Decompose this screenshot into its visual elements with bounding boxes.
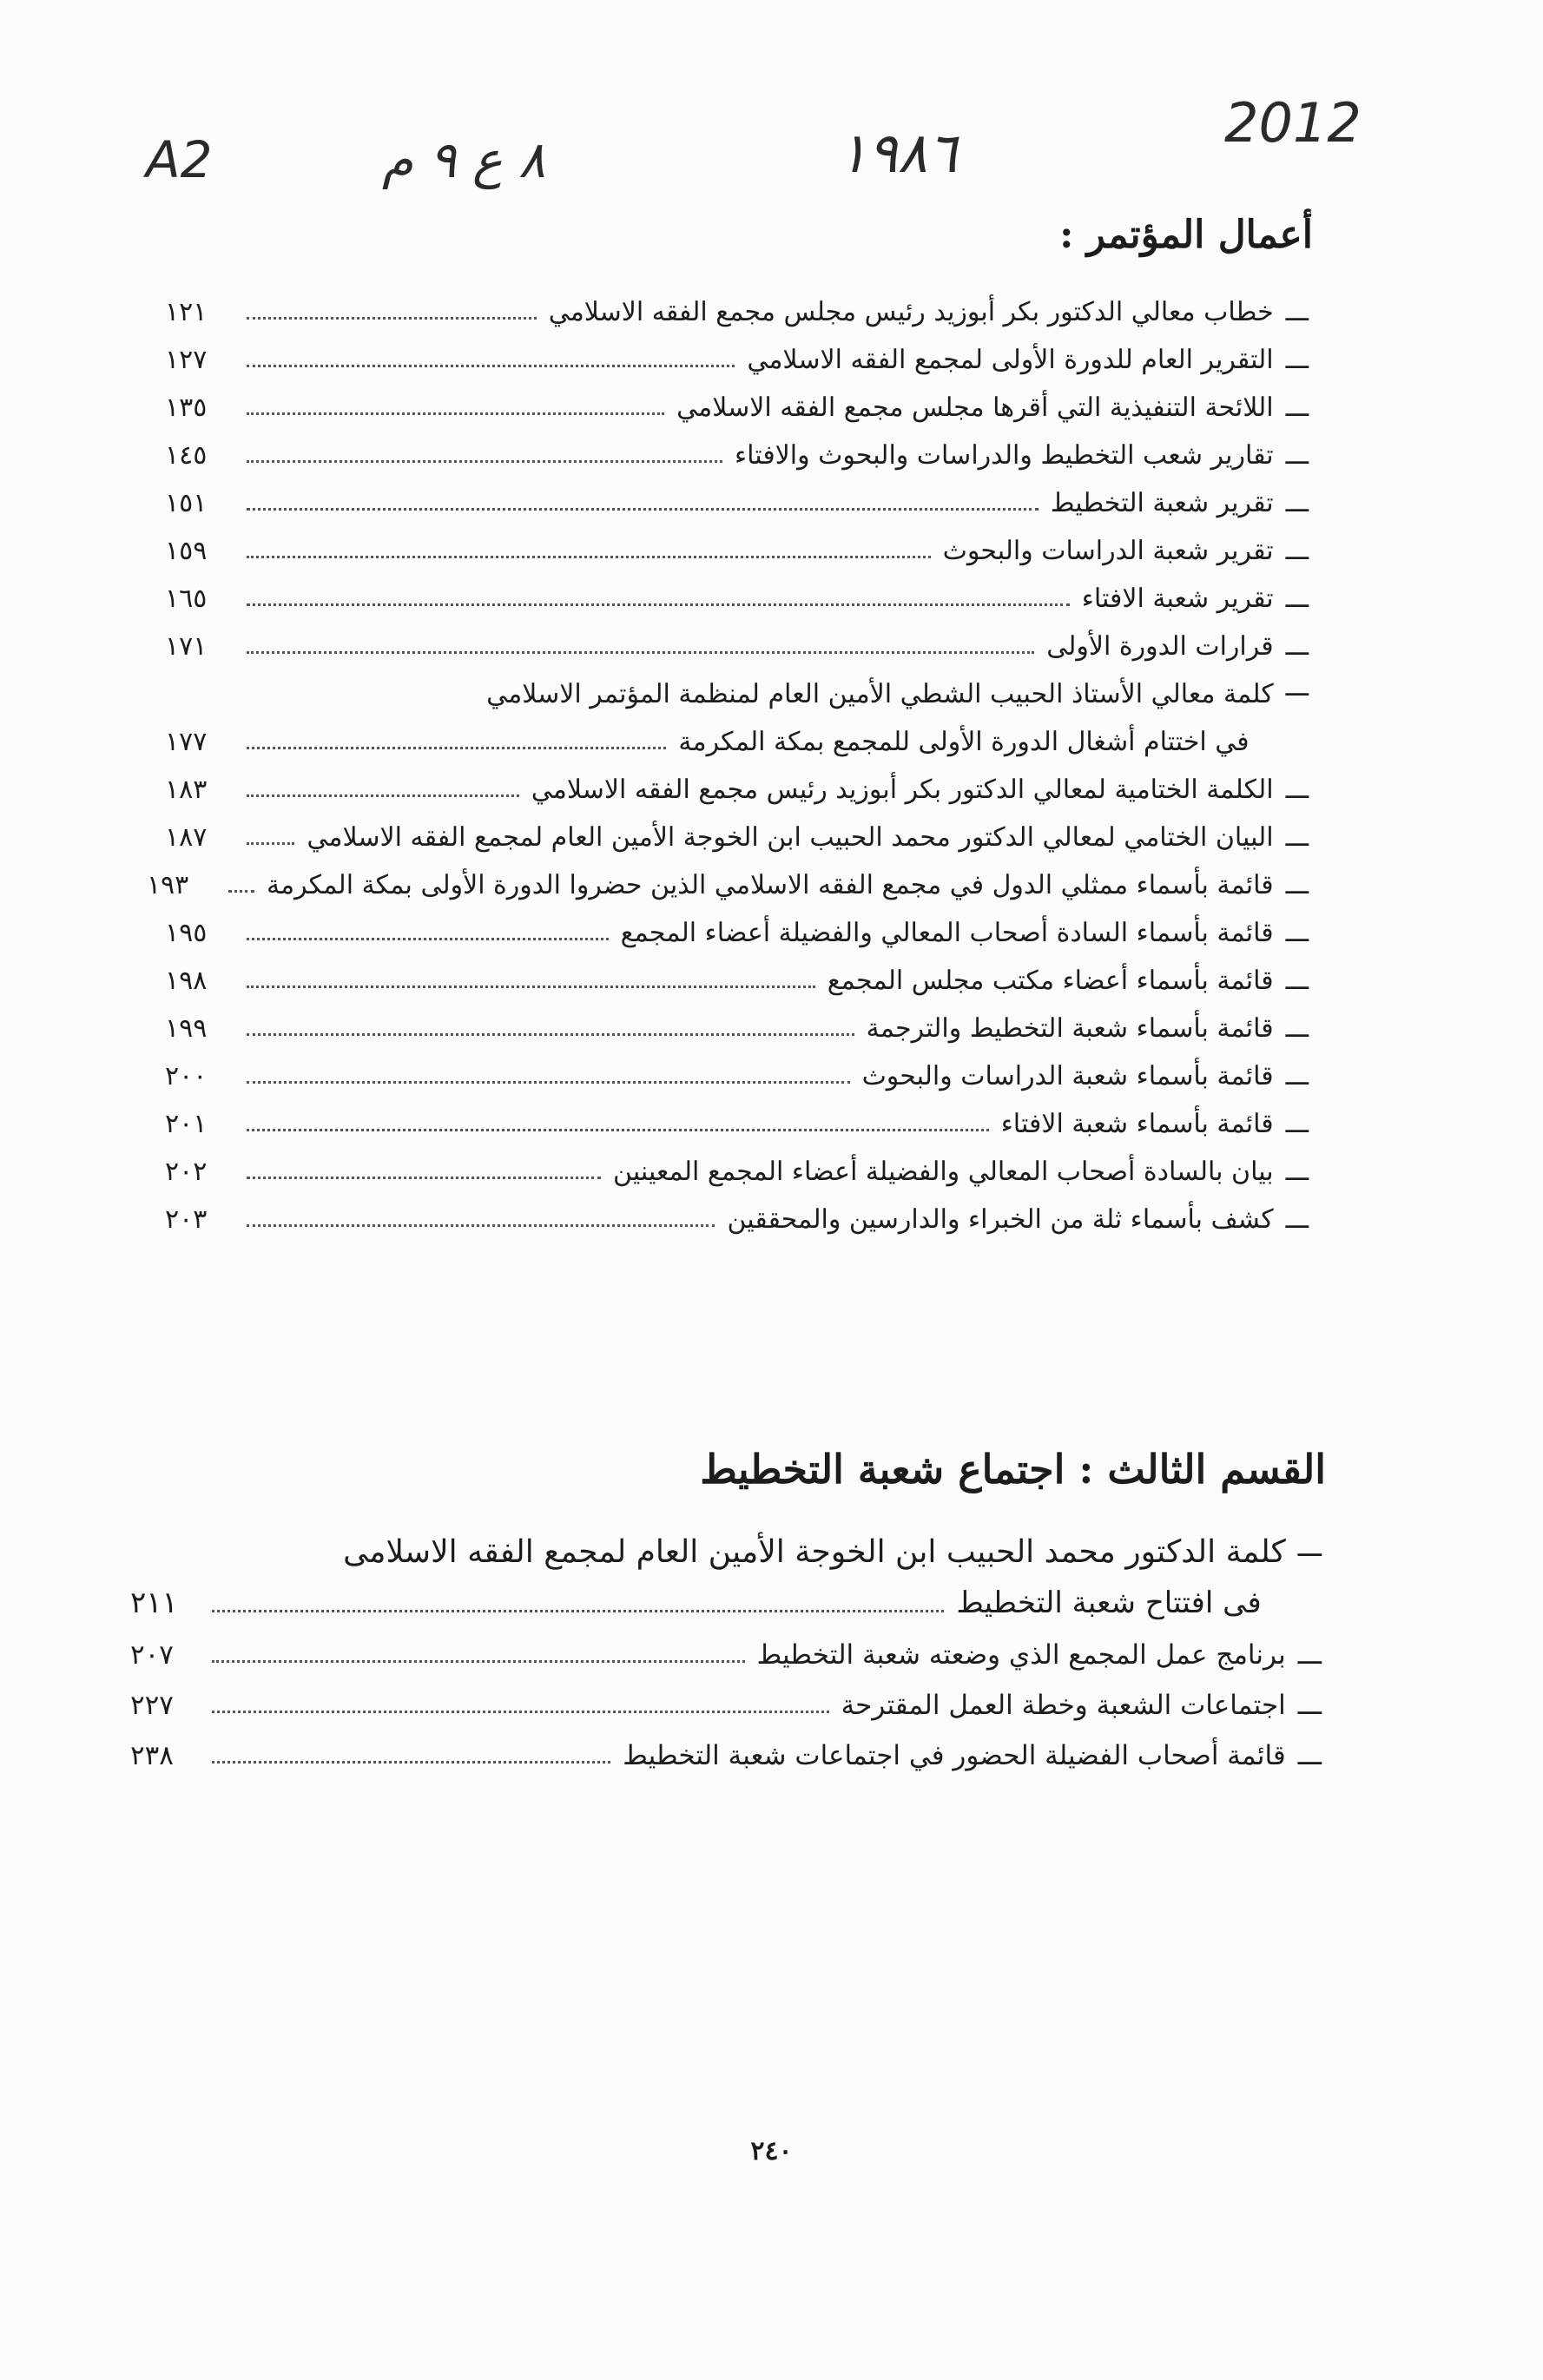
toc-dash: ـــ	[1285, 392, 1309, 423]
toc-dash: ـــ	[1285, 536, 1309, 566]
toc-page-number: ١٢٧	[165, 345, 208, 375]
toc-row	[165, 1091, 1309, 1139]
toc-dash: ـــ	[1285, 1013, 1309, 1044]
toc-dash: ـــ	[1285, 297, 1309, 327]
handwritten-annotation-a: A2	[146, 130, 213, 189]
toc-page-number: ١٥١	[165, 488, 208, 518]
toc-dash: ـــ	[1285, 1157, 1309, 1187]
toc-leader-dots	[247, 412, 664, 415]
toc-dash: ـــ	[1297, 1639, 1322, 1671]
toc-leader-dots	[247, 794, 519, 797]
toc-dash: ـــ	[1285, 631, 1309, 662]
toc-title: تقرير شعبة الافتاء	[1081, 583, 1274, 614]
toc-row	[165, 1187, 1309, 1235]
toc-leader-dots	[247, 938, 609, 940]
toc-row	[165, 757, 1309, 805]
toc-title: برنامج عمل المجمع الذي وضعته شعبة التخطيط	[756, 1639, 1286, 1671]
handwritten-annotation-number: 2012	[1224, 91, 1362, 155]
toc-title: قائمة بأسماء شعبة الدراسات والبحوث	[861, 1061, 1274, 1091]
toc-row	[165, 471, 1309, 518]
toc-page-number: ١٥٩	[165, 536, 208, 566]
toc-row	[165, 327, 1309, 375]
toc-dash: ـــ	[1285, 440, 1309, 471]
section-heading-conference-works: أعمال المؤتمر :	[1059, 213, 1313, 257]
toc-title: قائمة بأسماء السادة أصحاب المعالي والفضيلة أعضاء المجمع	[620, 918, 1274, 948]
toc-leader-dots	[247, 1177, 601, 1179]
toc-row	[165, 280, 1309, 327]
toc-title-continuation: فى افتتاح شعبة التخطيط	[956, 1586, 1262, 1620]
toc-leader-dots	[247, 1224, 715, 1227]
toc-row	[165, 375, 1309, 423]
toc-row	[130, 1671, 1322, 1721]
toc-page-number: ١٦٥	[165, 583, 208, 614]
toc-dash: ـــ	[1285, 918, 1309, 948]
toc-dash: ـــ	[1285, 672, 1309, 702]
toc-page-number: ١٨٣	[165, 775, 208, 805]
toc-row	[165, 662, 1309, 757]
toc-page-number: ١٨٧	[165, 822, 208, 853]
toc-leader-dots	[212, 1610, 944, 1612]
toc-page-number: ٢٣٨	[130, 1740, 174, 1771]
toc-dash: ـــ	[1297, 1690, 1322, 1721]
toc-title: تقارير شعب التخطيط والدراسات والبحوث والافتاء	[735, 440, 1274, 471]
toc-page-number: ٢٠٢	[165, 1157, 208, 1187]
toc-leader-dots	[228, 890, 254, 893]
toc-row	[165, 900, 1309, 948]
toc-title: البيان الختامي لمعالي الدكتور محمد الحبيب ابن الخوجة الأمين العام لمجمع الفقه الاسلامي	[307, 822, 1274, 853]
toc-title: قائمة بأسماء ممثلي الدول في مجمع الفقه الاسلامي الذين حضروا الدورة الأولى بمكة المكرمة	[266, 870, 1274, 900]
toc-title: اللائحة التنفيذية التي أقرها مجلس مجمع الفقه الاسلامي	[676, 392, 1274, 423]
toc-row	[165, 518, 1309, 566]
toc-leader-dots	[247, 1033, 854, 1036]
toc-title: قائمة بأسماء أعضاء مكتب مجلس المجمع	[827, 966, 1274, 996]
toc-row	[165, 948, 1309, 996]
toc-page-number: ١٩٥	[165, 918, 208, 948]
toc-title: قائمة بأسماء شعبة الافتاء	[1000, 1109, 1274, 1139]
toc-dash: ـــ	[1285, 870, 1309, 900]
toc-title: قائمة أصحاب الفضيلة الحضور في اجتماعات شعبة التخطيط	[623, 1740, 1286, 1771]
handwritten-annotation-year: ١٩٨٦	[838, 122, 958, 186]
toc-title: اجتماعات الشعبة وخطة العمل المقترحة	[841, 1690, 1286, 1721]
toc-title: بيان بالسادة أصحاب المعالي والفضيلة أعضاء المجمع المعينين	[613, 1157, 1274, 1187]
toc-row	[146, 853, 1309, 900]
toc-leader-dots	[212, 1711, 829, 1713]
toc-dash: ـــ	[1285, 1109, 1309, 1139]
toc-two-line-entry	[130, 1520, 1286, 1620]
toc-page-number: ١٧١	[165, 631, 208, 662]
toc-row	[130, 1520, 1322, 1620]
page-number-footer: ٢٤٠	[750, 2136, 793, 2166]
toc-leader-dots	[247, 842, 294, 845]
toc-title: تقرير شعبة الدراسات والبحوث	[942, 536, 1274, 566]
toc-title: الكلمة الختامية لمعالي الدكتور بكر أبوزيد رئيس مجمع الفقه الاسلامي	[531, 775, 1274, 805]
toc-leader-dots	[247, 651, 1034, 654]
toc-page-number: ٢٠٣	[165, 1204, 208, 1235]
table-of-contents-section-2	[130, 1520, 1322, 1771]
toc-title-continuation: في اختتام أشغال الدورة الأولى للمجمع بمكة المكرمة	[678, 727, 1250, 757]
toc-page-number: ١٩٩	[165, 1013, 208, 1044]
toc-leader-dots	[247, 556, 931, 558]
toc-page-number: ٢٢٧	[130, 1690, 174, 1721]
toc-dash: ـــ	[1285, 775, 1309, 805]
toc-row	[165, 566, 1309, 614]
handwritten-annotation-b: ٨ ع ٩ م	[382, 130, 546, 189]
toc-leader-dots	[212, 1660, 745, 1663]
toc-leader-dots	[247, 317, 537, 320]
toc-dash: ـــ	[1285, 822, 1309, 853]
toc-page-number: ٢٠٧	[130, 1639, 174, 1671]
toc-page-number: ١٩٣	[146, 870, 189, 900]
toc-dash: ـــ	[1285, 1204, 1309, 1235]
toc-dash: ـــ	[1285, 1061, 1309, 1091]
toc-page-number: ٢١١	[130, 1586, 178, 1620]
toc-leader-dots	[247, 747, 666, 749]
toc-page-number: ١٢١	[165, 297, 208, 327]
toc-title: كلمة معالي الأستاذ الحبيب الشطي الأمين العام لمنظمة المؤتمر الاسلامي	[486, 679, 1274, 709]
toc-page-number: ١٧٧	[165, 727, 208, 757]
toc-page-number: ٢٠٠	[165, 1061, 208, 1091]
toc-dash: ـــ	[1285, 966, 1309, 996]
toc-row	[165, 423, 1309, 471]
toc-leader-dots	[247, 508, 1039, 511]
toc-row	[165, 614, 1309, 662]
toc-row	[165, 805, 1309, 853]
toc-row	[130, 1721, 1322, 1771]
toc-title: قائمة بأسماء شعبة التخطيط والترجمة	[866, 1013, 1274, 1044]
toc-row	[130, 1620, 1322, 1671]
toc-dash: ـــ	[1285, 345, 1309, 375]
toc-row	[165, 1044, 1309, 1091]
toc-title: كشف بأسماء ثلة من الخبراء والدارسين والمحققين	[727, 1204, 1274, 1235]
toc-title: التقرير العام للدورة الأولى لمجمع الفقه الاسلامي	[747, 345, 1274, 375]
toc-dash: ـــ	[1285, 583, 1309, 614]
section-heading-part-three: القسم الثالث : اجتماع شعبة التخطيط	[700, 1446, 1326, 1493]
toc-dash: ـــ	[1297, 1740, 1322, 1771]
toc-row	[165, 1139, 1309, 1187]
toc-page-number: ١٣٥	[165, 392, 208, 423]
toc-dash: ـــ	[1297, 1532, 1322, 1563]
toc-leader-dots	[247, 986, 815, 988]
toc-leader-dots	[247, 1129, 989, 1131]
toc-title: تقرير شعبة التخطيط	[1050, 488, 1274, 518]
toc-page-number: ١٤٥	[165, 440, 208, 471]
toc-row	[165, 996, 1309, 1044]
table-of-contents-section-1	[146, 280, 1309, 1235]
toc-leader-dots	[247, 1081, 850, 1084]
toc-page-number: ١٩٨	[165, 966, 208, 996]
toc-page-number: ٢٠١	[165, 1109, 208, 1139]
toc-title: خطاب معالي الدكتور بكر أبوزيد رئيس مجلس مجمع الفقه الاسلامي	[548, 297, 1274, 327]
toc-title: كلمة الدكتور محمد الحبيب ابن الخوجة الأمين العام لمجمع الفقه الاسلامى	[343, 1534, 1286, 1570]
toc-leader-dots	[247, 460, 722, 463]
toc-title: قرارات الدورة الأولى	[1046, 631, 1274, 662]
toc-two-line-entry	[165, 662, 1274, 757]
toc-leader-dots	[212, 1761, 610, 1764]
toc-leader-dots	[247, 365, 735, 367]
toc-dash: ـــ	[1285, 488, 1309, 518]
toc-leader-dots	[247, 603, 1070, 606]
